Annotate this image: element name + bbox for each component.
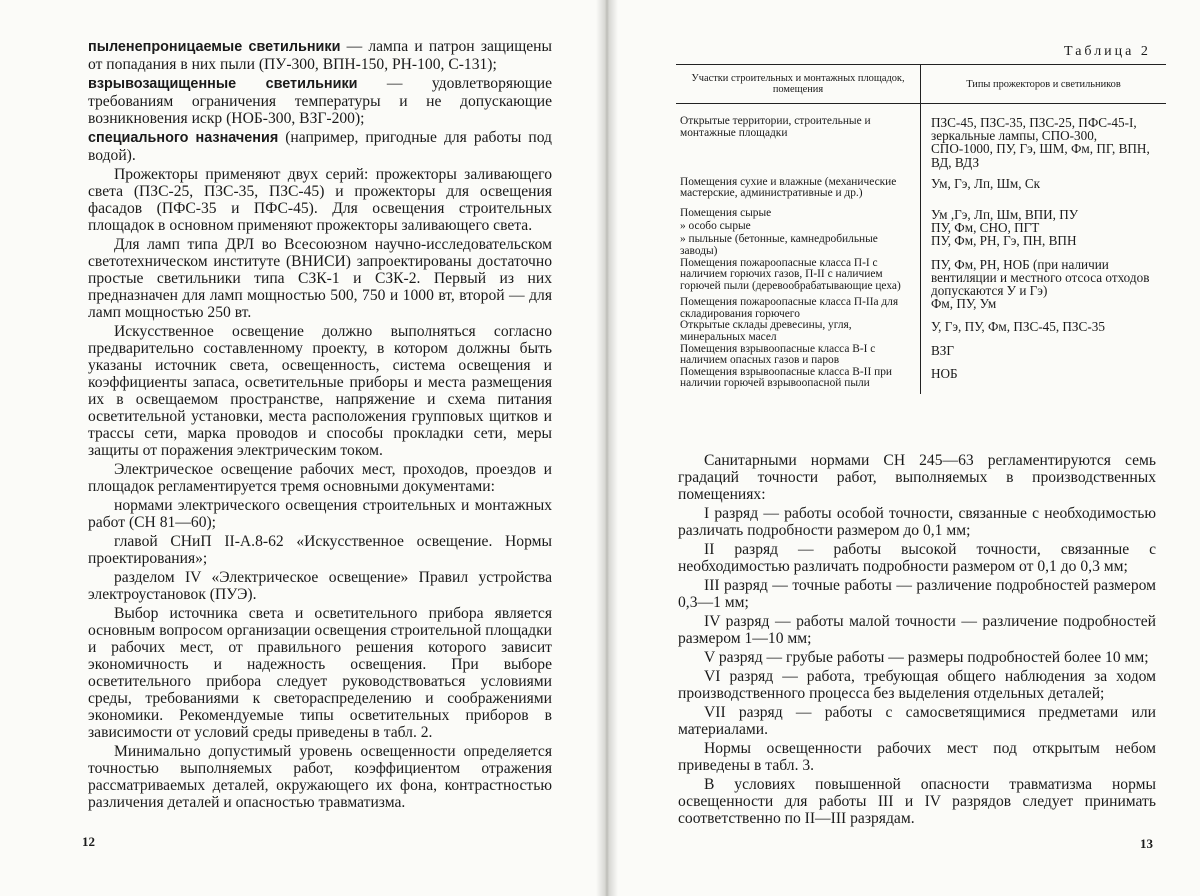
table-row xyxy=(676,297,1166,320)
table-cell-area: Помещения взрывоопасные класса В-I с наличием опасных газов и паров xyxy=(676,344,921,367)
paragraph: Прожекторы применяют двух серий: прожекторы заливающего света (ПЗС-25, ПЗС-35, ПЗС-45) и прожекторы для освещения фасадов (ПФС-35 и ПФС-45). Для освещения строительных площадок в основном применяют прожекторы заливающего света. xyxy=(88,166,552,234)
table-row xyxy=(676,169,1166,200)
table-cell-types: ПЗС-45, ПЗС-35, ПЗС-25, ПФС-45-I, зеркальные лампы, СПО-300, СПО-1000, ПУ, Гэ, ШМ, Фм, ПГ, ВПН, ВД, ВДЗ xyxy=(931,115,1150,170)
left-page-text xyxy=(88,38,552,813)
paragraph: Для ламп типа ДРЛ во Всесоюзном научно-исследовательском светотехническом институте (ВНИСИ) запроектированы достаточно простые светильники типа СЗК-1 и СЗК-2. Первый из них предназначен для ламп мощностью 500, 750 и 1000 вт, второй — для ламп мощностью 250 вт. xyxy=(88,236,552,321)
table-row xyxy=(676,104,1166,169)
table-cell-types: ПУ, Фм, СНО, ПГТ xyxy=(931,220,1040,236)
table-cell-area: Помещения сырые xyxy=(676,200,921,221)
table-cell-types: Фм, ПУ, Ум xyxy=(931,296,997,312)
table-cell-area: Открытые территории, строительные и монтажные площадки xyxy=(676,104,921,169)
table-cell-types: Ум ,Гэ, Лп, Шм, ВПИ, ПУ xyxy=(931,207,1079,222)
table-cell-area: Открытые склады древесины, угля, минеральных масел xyxy=(676,320,921,343)
paragraph: пыленепроницаемые светильники — лампа и патрон защищены от попадания в них пыли (ПУ-300, ВПН-150, РН-100, С-131); xyxy=(88,38,552,73)
paragraph: VII разряд — работы с самосветящимися предметами или материалами. xyxy=(678,704,1156,738)
table-caption: Таблица 2 xyxy=(1064,44,1151,59)
paragraph: III разряд — точные работы — различение подробностей размером 0,3—1 мм; xyxy=(678,577,1156,611)
table-header-types: Типы прожекторов и светильников xyxy=(921,65,1167,104)
paragraph: взрывозащищенные светильники — удовлетворяющие требованиям ограничения температуры и не допускающие возникновения искр (НОБ-300, ВЗГ-200); xyxy=(88,75,552,127)
page-number-right: 13 xyxy=(1140,836,1153,851)
paragraph: Санитарными нормами СН 245—63 регламентируются семь градаций точности работ, выполняемых в производственных помещениях: xyxy=(678,452,1156,503)
paragraph: Электрическое освещение рабочих мест, проходов, проездов и площадок регламентируется тремя основными документами: xyxy=(88,461,552,495)
paragraph: главой СНиП II-А.8-62 «Искусственное освещение. Нормы проектирования»; xyxy=(88,533,552,567)
table-cell-types: Ум, Гэ, Лп, Шм, Ск xyxy=(931,175,1041,191)
paragraph: нормами электрического освещения строительных и монтажных работ (СН 81—60); xyxy=(88,497,552,531)
table-row xyxy=(676,344,1166,367)
table-cell-area: Помещения пожароопасные класса П-I с наличием горючих газов, П-II с наличием горючей пыли (деревообрабатывающие цеха) xyxy=(676,258,921,298)
table-row xyxy=(676,320,1166,343)
table-row xyxy=(676,367,1166,394)
paragraph: В условиях повышенной опасности травматизма нормы освещенности для работы III и IV разрядов следует принимать соответственно по II—III разрядам. xyxy=(678,776,1156,827)
paragraph: Выбор источника света и осветительного прибора является основным вопросом организации освещения строительной площадки и рабочих мест, от правильного решения которого зависит экономичность и надежность освещения. При выборе осветительного прибора следует руководствоваться условиями среды, требованиями к светораспределению и соображениями экономики. Рекомендуемые типы осветительных приборов в зависимости от условий среды приведены в табл. 2. xyxy=(88,605,552,741)
paragraph: IV разряд — работы малой точности — различение подробностей размером 1—10 мм; xyxy=(678,613,1156,647)
paragraph: II разряд — работы высокой точности, связанные с необходимостью различать подробности размером от 0,1 до 0,3 мм; xyxy=(678,541,1156,575)
right-page-text xyxy=(678,452,1156,829)
table-cell-area: Помещения сухие и влажные (механические мастерские, административные и др.) xyxy=(676,169,921,200)
paragraph: V разряд — грубые работы — размеры подробностей более 10 мм; xyxy=(704,649,1149,666)
table-cell-types: ВЗГ xyxy=(931,342,955,358)
table-header-area: Участки строительных и монтажных площадок, помещения xyxy=(676,65,921,104)
book-gutter xyxy=(596,0,618,896)
paragraph: I разряд — работы особой точности, связанные с необходимостью различать подробности размером до 0,1 мм; xyxy=(678,505,1156,539)
lighting-types-table xyxy=(676,64,1166,394)
paragraph: разделом IV «Электрическое освещение» Правил устройства электроустановок (ПУЭ). xyxy=(88,569,552,603)
table-row xyxy=(676,200,1166,221)
table-row xyxy=(676,258,1166,298)
table-cell-area: Помещения взрывоопасные класса В-II при наличии горючей взрывоопасной пыли xyxy=(676,367,921,394)
table-cell-area: » пыльные (бетонные, камнедробильные заводы) xyxy=(676,234,921,257)
table-cell-types: НОБ xyxy=(931,365,958,381)
paragraph: специального назначения (например, пригодные для работы под водой). xyxy=(88,129,552,164)
paragraph: Искусственное освещение должно выполняться согласно предварительно составленному проекту, в котором должны быть указаны источник света, освещенность, система освещения и коэффициенты запаса, осветительные приборы и места размещения их в освещаемом пространстве, напряжение и схема питания осветительной установки, места расположения групповых щитков и трассы сети, марка проводов и способы прокладки сети, меры защиты от поражения электрическим током. xyxy=(88,323,552,459)
table-cell-types: ПУ, Фм, РН, Гэ, ПН, ВПН xyxy=(931,233,1077,249)
paragraph: VI разряд — работа, требующая общего наблюдения за ходом производственного процесса без выделения отдельных деталей; xyxy=(678,668,1156,702)
page-number-left: 12 xyxy=(82,834,95,849)
paragraph: Минимально допустимый уровень освещенности определяется точностью выполняемых работ, коэффициентом отражения рассматриваемых деталей, окружающего их фона, контрастностью различения деталей и опасностью травматизма. xyxy=(88,743,552,811)
table-cell-types: У, Гэ, ПУ, Фм, ПЗС-45, ПЗС-35 xyxy=(931,319,1105,335)
paragraph: Нормы освещенности рабочих мест под открытым небом приведены в табл. 3. xyxy=(678,740,1156,774)
table-row xyxy=(676,234,1166,257)
table-cell-area: Помещения пожароопасные класса П-IIа для складирования горючего xyxy=(676,297,921,320)
table-cell-types: ПУ, Фм, РН, НОБ (при наличии вентиляции и местного отсоса отходов допускаются У и Гэ) xyxy=(931,256,1150,298)
table-cell-area: » особо сырые xyxy=(676,221,921,234)
